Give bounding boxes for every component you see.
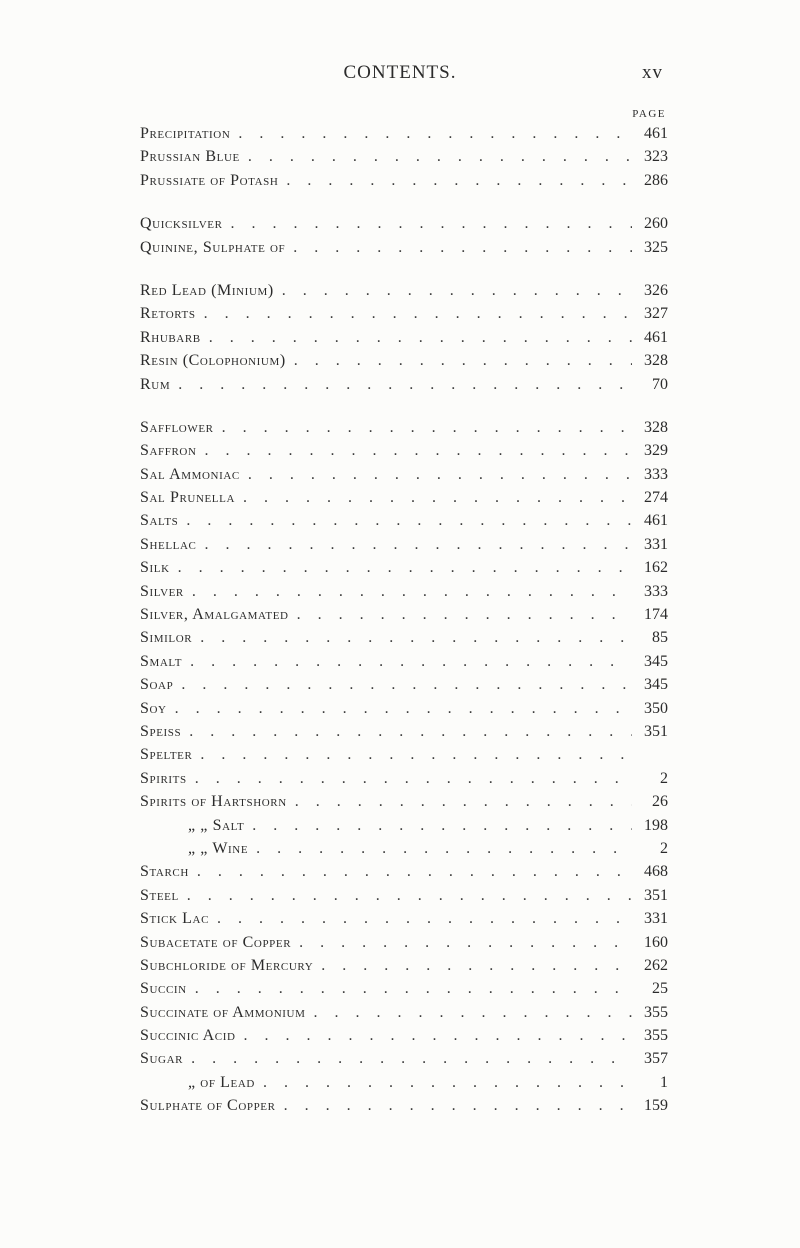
dot-leader [192,583,632,601]
dot-leader [282,282,632,300]
dot-leader [186,512,632,530]
entry-page-number: 345 [644,676,668,694]
entry-name: Silver, Amalgamated [140,606,289,624]
dot-leader [178,376,632,394]
entry-page-number: 159 [644,1097,668,1115]
contents-entry [140,1074,668,1097]
contents-entry [140,583,668,606]
contents-entry [140,817,668,840]
dot-leader [200,629,632,647]
entry-name: Soap [140,676,174,694]
dot-leader [263,1074,632,1092]
entry-name: Resin (Colophonium) [140,352,286,370]
entry-name: Speiss [140,722,182,740]
contents-entry [140,419,668,442]
entry-name: Silk [140,559,170,577]
entry-page-number: 328 [644,352,668,370]
entry-name: Spirits of Hartshorn [140,793,287,811]
entry-page-number: 350 [644,699,668,717]
entry-page-number: 327 [644,305,668,323]
entry-name: Stick Lac [140,910,210,928]
dot-leader [217,910,632,928]
entry-name: Sugar [140,1050,184,1068]
entry-page-number: 461 [644,125,668,142]
dot-leader [197,863,632,881]
entry-page-number: 2 [660,839,668,857]
entry-page-number: 1 [660,1073,668,1091]
page-column-label: PAGE [632,108,666,120]
entry-page-number: 260 [644,215,668,233]
contents-entry [140,489,668,512]
entry-name: Starch [140,863,189,881]
dot-leader [248,148,632,166]
entry-name: „ of Lead [188,1073,255,1091]
contents-entry [140,910,668,933]
entry-name: Saffron [140,442,197,460]
entry-name: Steel [140,886,179,904]
dot-leader [191,1050,632,1068]
dot-leader [204,536,632,554]
entry-page-number: 262 [644,956,668,974]
contents-list [140,125,668,1121]
entry-page-number: 333 [644,582,668,600]
entry-name: Soy [140,699,167,717]
dot-leader [200,746,632,764]
entry-name: Rhubarb [140,328,201,346]
contents-entry [140,352,668,375]
contents-entry [140,172,668,195]
entry-name: Spelter [140,746,193,764]
dot-leader [238,125,632,143]
entry-name: Precipitation [140,125,231,142]
contents-entry [140,329,668,352]
dot-leader [243,489,632,507]
contents-entry [140,770,668,793]
dot-leader [205,442,632,460]
entry-page-number: 26 [652,793,668,811]
entry-name: Rum [140,375,171,393]
contents-entry [140,148,668,171]
dot-leader [293,239,632,257]
entry-page-number: 198 [644,816,668,834]
dot-leader [209,329,632,347]
dot-leader [195,770,632,788]
contents-entry [140,559,668,582]
entry-page-number: 2 [660,769,668,787]
dot-leader [299,934,632,952]
contents-entry [140,239,668,262]
contents-entry [140,723,668,746]
dot-leader [181,676,632,694]
entry-name: Safflower [140,418,214,436]
entry-page-number: 70 [652,375,668,393]
contents-entry [140,793,668,816]
entry-page-number: 329 [644,442,668,460]
entry-page-number: 325 [644,238,668,256]
entry-name: „ „ Salt [188,816,245,834]
running-head [0,62,800,86]
entry-name: Shellac [140,535,197,553]
contents-entry [140,1027,668,1050]
entry-name: Prussiate of Potash [140,171,279,189]
dot-leader [252,817,632,835]
entry-name: Silver [140,582,184,600]
entry-name: Retorts [140,305,196,323]
contents-entry [140,305,668,328]
contents-entry [140,466,668,489]
contents-entry [140,1050,668,1073]
entry-name: Quinine, Sulphate of [140,238,286,256]
entry-name: Sal Prunella [140,489,235,507]
entry-page-number: 345 [644,652,668,670]
entry-page-number: 461 [644,512,668,530]
dot-leader [256,840,632,858]
contents-entry [140,934,668,957]
contents-entry [140,840,668,863]
dot-leader [294,352,632,370]
dot-leader [175,700,632,718]
dot-leader [189,723,632,741]
entry-page-number: 357 [644,1050,668,1068]
contents-entry [140,863,668,886]
entry-name: Succinic Acid [140,1027,236,1045]
dot-leader [244,1027,632,1045]
entry-page-number: 468 [644,863,668,881]
entry-page-number: 355 [644,1027,668,1045]
dot-leader [204,305,632,323]
entry-page-number: 461 [644,328,668,346]
dot-leader [284,1097,632,1115]
entry-name: Smalt [140,652,183,670]
entry-page-number: 331 [644,910,668,928]
entry-page-number: 328 [644,418,668,436]
entry-name: Prussian Blue [140,148,240,166]
dot-leader [231,215,632,233]
page-title: CONTENTS. [343,62,457,83]
entry-page-number: 174 [644,606,668,624]
contents-entry [140,282,668,305]
entry-name: „ „ Wine [188,839,249,857]
dot-leader [248,466,632,484]
entry-page-number: 323 [644,148,668,166]
contents-entry [140,746,668,769]
dot-leader [295,793,632,811]
entry-name: Sal Ammoniac [140,465,240,483]
dot-leader [190,653,632,671]
contents-entry [140,512,668,535]
entry-page-number: 351 [644,886,668,904]
dot-leader [321,957,632,975]
entry-name: Succin [140,980,187,998]
contents-entry [140,442,668,465]
contents-entry [140,653,668,676]
entry-page-number: 326 [644,281,668,299]
contents-entry [140,980,668,1003]
contents-entry [140,1097,668,1120]
contents-entry [140,376,668,399]
dot-leader [187,887,632,905]
contents-entry [140,700,668,723]
entry-page-number: 351 [644,722,668,740]
entry-page-number: 274 [644,489,668,507]
entry-name: Red Lead (Minium) [140,281,274,299]
entry-page-number: 25 [652,980,668,998]
entry-page-number: 286 [644,171,668,189]
entry-name: Similor [140,629,193,647]
entry-page-number: 85 [652,629,668,647]
entry-name: Subchloride of Mercury [140,956,314,974]
contents-entry [140,606,668,629]
entry-page-number: 331 [644,535,668,553]
contents-entry [140,536,668,559]
contents-entry [140,629,668,652]
entry-page-number: 162 [644,559,668,577]
dot-leader [222,419,632,437]
contents-entry [140,957,668,980]
entry-name: Spirits [140,769,187,787]
contents-entry [140,125,668,148]
entry-name: Salts [140,512,179,530]
entry-page-number: 355 [644,1003,668,1021]
dot-leader [297,606,632,624]
dot-leader [286,172,632,190]
entry-page-number: 333 [644,465,668,483]
contents-entry [140,1004,668,1027]
dot-leader [195,980,632,998]
contents-entry [140,676,668,699]
contents-entry [140,887,668,910]
contents-entry [140,215,668,238]
dot-leader [313,1004,632,1022]
page-number: xv [642,62,663,83]
entry-name: Subacetate of Copper [140,933,292,951]
entry-name: Quicksilver [140,215,223,233]
dot-leader [178,559,632,577]
entry-name: Sulphate of Copper [140,1097,276,1115]
entry-page-number: 160 [644,933,668,951]
entry-name: Succinate of Ammonium [140,1003,306,1021]
